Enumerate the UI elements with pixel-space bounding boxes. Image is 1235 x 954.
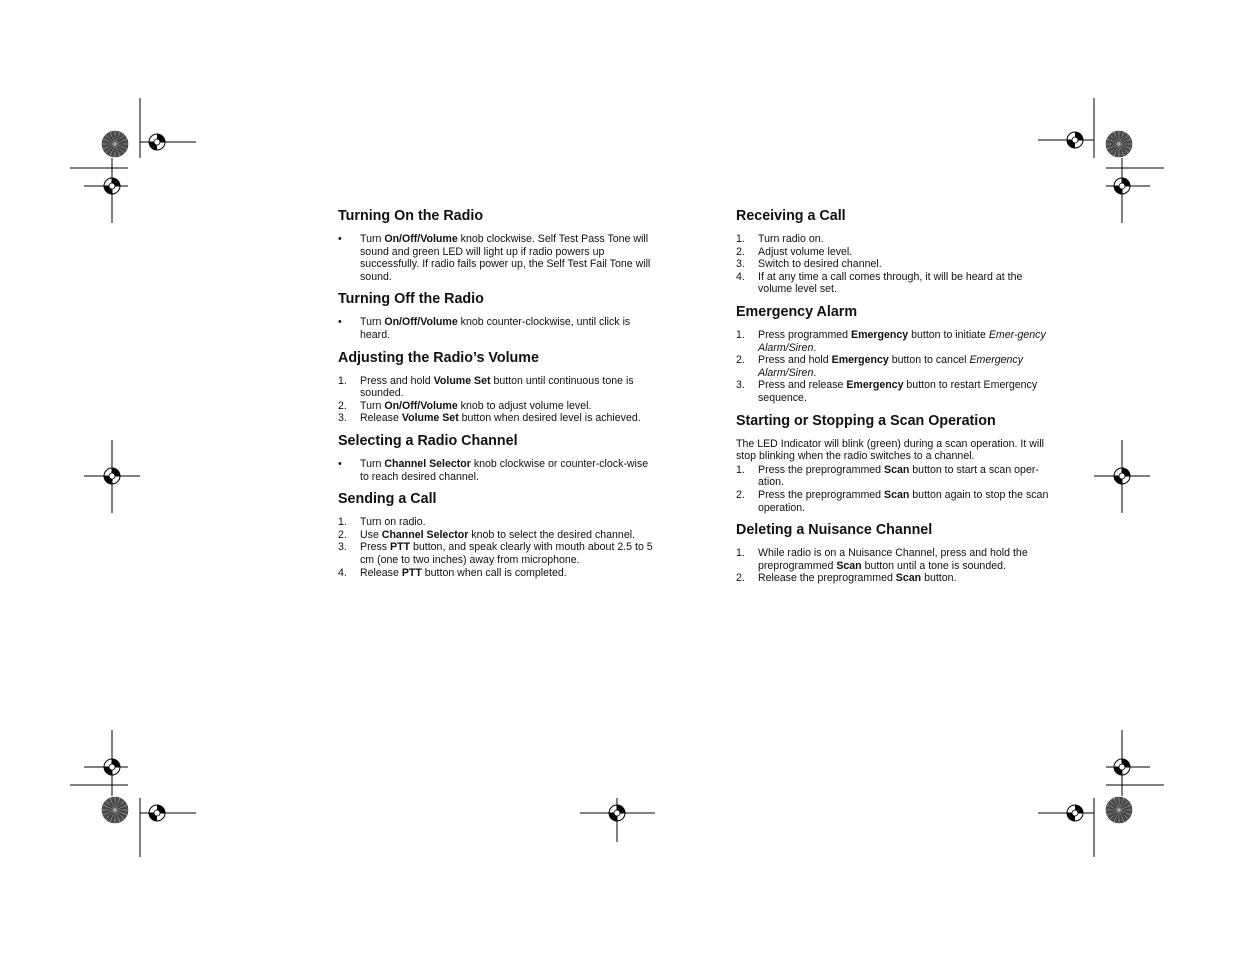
section-heading: Deleting a Nuisance Channel <box>736 522 933 539</box>
item-text: Press programmed Emergency button to initiate Emer-gency Alarm/Siren. <box>758 328 1046 354</box>
item-text: Release Volume Set button when desired level is achieved. <box>360 412 641 425</box>
section-heading: Turning Off the Radio <box>338 291 484 308</box>
numbered-item <box>736 329 1051 354</box>
crop-marks-bottom-center <box>580 798 655 842</box>
section-nuisance-channel <box>736 521 1051 585</box>
section-turning-on <box>338 207 658 283</box>
item-text: Adjust volume level. <box>758 245 853 258</box>
item-number: 3. <box>338 412 347 425</box>
item-text: Press the preprogrammed Scan button to start a scan oper-ation. <box>758 463 1039 489</box>
item-text: While radio is on a Nuisance Channel, press and hold the preprogrammed Scan button until a tone is sounded. <box>758 547 1028 572</box>
item-number: 1. <box>338 516 347 529</box>
starburst-registration-icon <box>102 797 128 823</box>
section-heading: Emergency Alarm <box>736 303 858 320</box>
bullet-item <box>338 233 658 283</box>
section-heading: Starting or Stopping a Scan Operation <box>736 412 996 429</box>
starburst-registration-icon <box>102 131 128 157</box>
section-heading: Selecting a Radio Channel <box>338 432 518 449</box>
section-turning-off <box>338 290 658 341</box>
item-text: Release PTT button when call is completed. <box>360 566 567 579</box>
item-text: Press the preprogrammed Scan button again to stop the scan operation. <box>758 488 1049 514</box>
numbered-item <box>736 233 1051 246</box>
crosshair-registration-mark-icon <box>149 805 165 821</box>
numbered-item <box>736 246 1051 259</box>
item-number: 1. <box>736 463 745 476</box>
numbered-item <box>736 379 1051 404</box>
item-number: 3. <box>736 258 745 271</box>
numbered-item <box>736 489 1051 514</box>
section-heading: Receiving a Call <box>736 208 846 224</box>
section-scan-operation <box>736 412 1051 515</box>
section-heading: Turning On the Radio <box>338 208 484 224</box>
item-number: 2. <box>736 488 745 501</box>
crop-marks-top-right <box>1038 98 1164 223</box>
crosshair-registration-mark-icon <box>1114 759 1130 775</box>
item-number: 4. <box>736 270 745 283</box>
crosshair-registration-mark-icon <box>104 178 120 194</box>
item-text: Turn on radio. <box>360 516 426 529</box>
numbered-item <box>338 529 658 542</box>
item-number: 1. <box>338 374 347 387</box>
numbered-item <box>736 464 1051 489</box>
numbered-item <box>338 516 658 529</box>
numbered-item <box>736 547 1051 572</box>
item-number: 3. <box>338 541 347 554</box>
crop-marks-top-left <box>70 98 196 223</box>
section-emergency-alarm <box>736 303 1051 405</box>
section-selecting-channel <box>338 432 658 483</box>
numbered-item <box>338 400 658 413</box>
crosshair-registration-mark-icon <box>104 759 120 775</box>
item-text: Turn Channel Selector knob clockwise or counter-clock-wise to reach desired channel. <box>360 457 649 483</box>
bullet-marker: • <box>338 233 342 245</box>
item-text: Press and release Emergency button to restart Emergency sequence. <box>758 379 1038 404</box>
item-number: 2. <box>736 245 745 258</box>
item-text: If at any time a call comes through, it will be heard at the volume level set. <box>758 270 1023 296</box>
section-receiving-call <box>736 207 1051 296</box>
crosshair-registration-mark-icon <box>149 134 165 150</box>
numbered-item <box>338 541 658 566</box>
item-number: 1. <box>736 328 745 341</box>
crosshair-registration-mark-icon <box>1067 805 1083 821</box>
numbered-item <box>338 567 658 580</box>
starburst-registration-icon <box>1106 131 1132 157</box>
section-heading: Sending a Call <box>338 491 437 508</box>
crosshair-registration-mark-icon <box>104 468 120 484</box>
bullet-item <box>338 458 658 483</box>
left-column <box>338 207 658 586</box>
item-number: 2. <box>338 399 347 412</box>
numbered-item <box>338 375 658 400</box>
right-column <box>736 207 1051 592</box>
item-text: Switch to desired channel. <box>758 258 882 271</box>
bullet-marker: • <box>338 316 342 329</box>
crosshair-registration-mark-icon <box>1114 178 1130 194</box>
section-sending-call <box>338 490 658 579</box>
crosshair-registration-mark-icon <box>1114 468 1130 484</box>
starburst-registration-icon <box>1106 797 1132 823</box>
item-number: 1. <box>736 547 745 560</box>
numbered-item <box>338 412 658 425</box>
crop-marks-bottom-right <box>1038 730 1164 857</box>
item-number: 3. <box>736 379 745 392</box>
numbered-item <box>736 271 1051 296</box>
item-text: Press PTT button, and speak clearly with mouth about 2.5 to 5 cm (one to two inches) away from microphone. <box>360 541 653 566</box>
section-heading: Adjusting the Radio’s Volume <box>338 349 539 366</box>
item-number: 2. <box>338 528 347 541</box>
item-text: Use Channel Selector knob to select the desired channel. <box>360 528 636 541</box>
item-number: 2. <box>736 572 745 585</box>
item-text: Press and hold Emergency button to cancel Emergency Alarm/Siren. <box>758 354 1024 379</box>
section-intro: The LED Indicator will blink (green) during a scan operation. It will stop blinking when the radio switches to a channel. <box>736 437 1044 463</box>
item-text: Release the preprogrammed Scan button. <box>758 572 957 585</box>
section-adjusting-volume <box>338 349 658 425</box>
bullet-marker: • <box>338 457 342 470</box>
item-number: 2. <box>736 354 745 367</box>
bullet-item <box>338 316 658 341</box>
item-text: Turn On/Off/Volume knob to adjust volume level. <box>360 399 592 412</box>
item-number: 1. <box>736 233 745 245</box>
item-text: Press and hold Volume Set button until continuous tone is sounded. <box>360 374 634 400</box>
numbered-item <box>736 354 1051 379</box>
item-number: 4. <box>338 566 347 579</box>
item-text: Turn On/Off/Volume knob counter-clockwise, until click is heard. <box>360 316 631 341</box>
crop-marks-bottom-left <box>70 730 196 857</box>
numbered-item <box>736 258 1051 271</box>
numbered-item <box>736 572 1051 585</box>
item-text: Turn radio on. <box>758 233 824 245</box>
crosshair-registration-mark-icon <box>1067 132 1083 148</box>
crosshair-registration-mark-icon <box>609 805 625 821</box>
item-text: Turn On/Off/Volume knob clockwise. Self Test Pass Tone will sound and green LED will light up if radio powers up successfully. If radio fails power up, the Self Test Fail Tone will sound. <box>360 233 651 283</box>
